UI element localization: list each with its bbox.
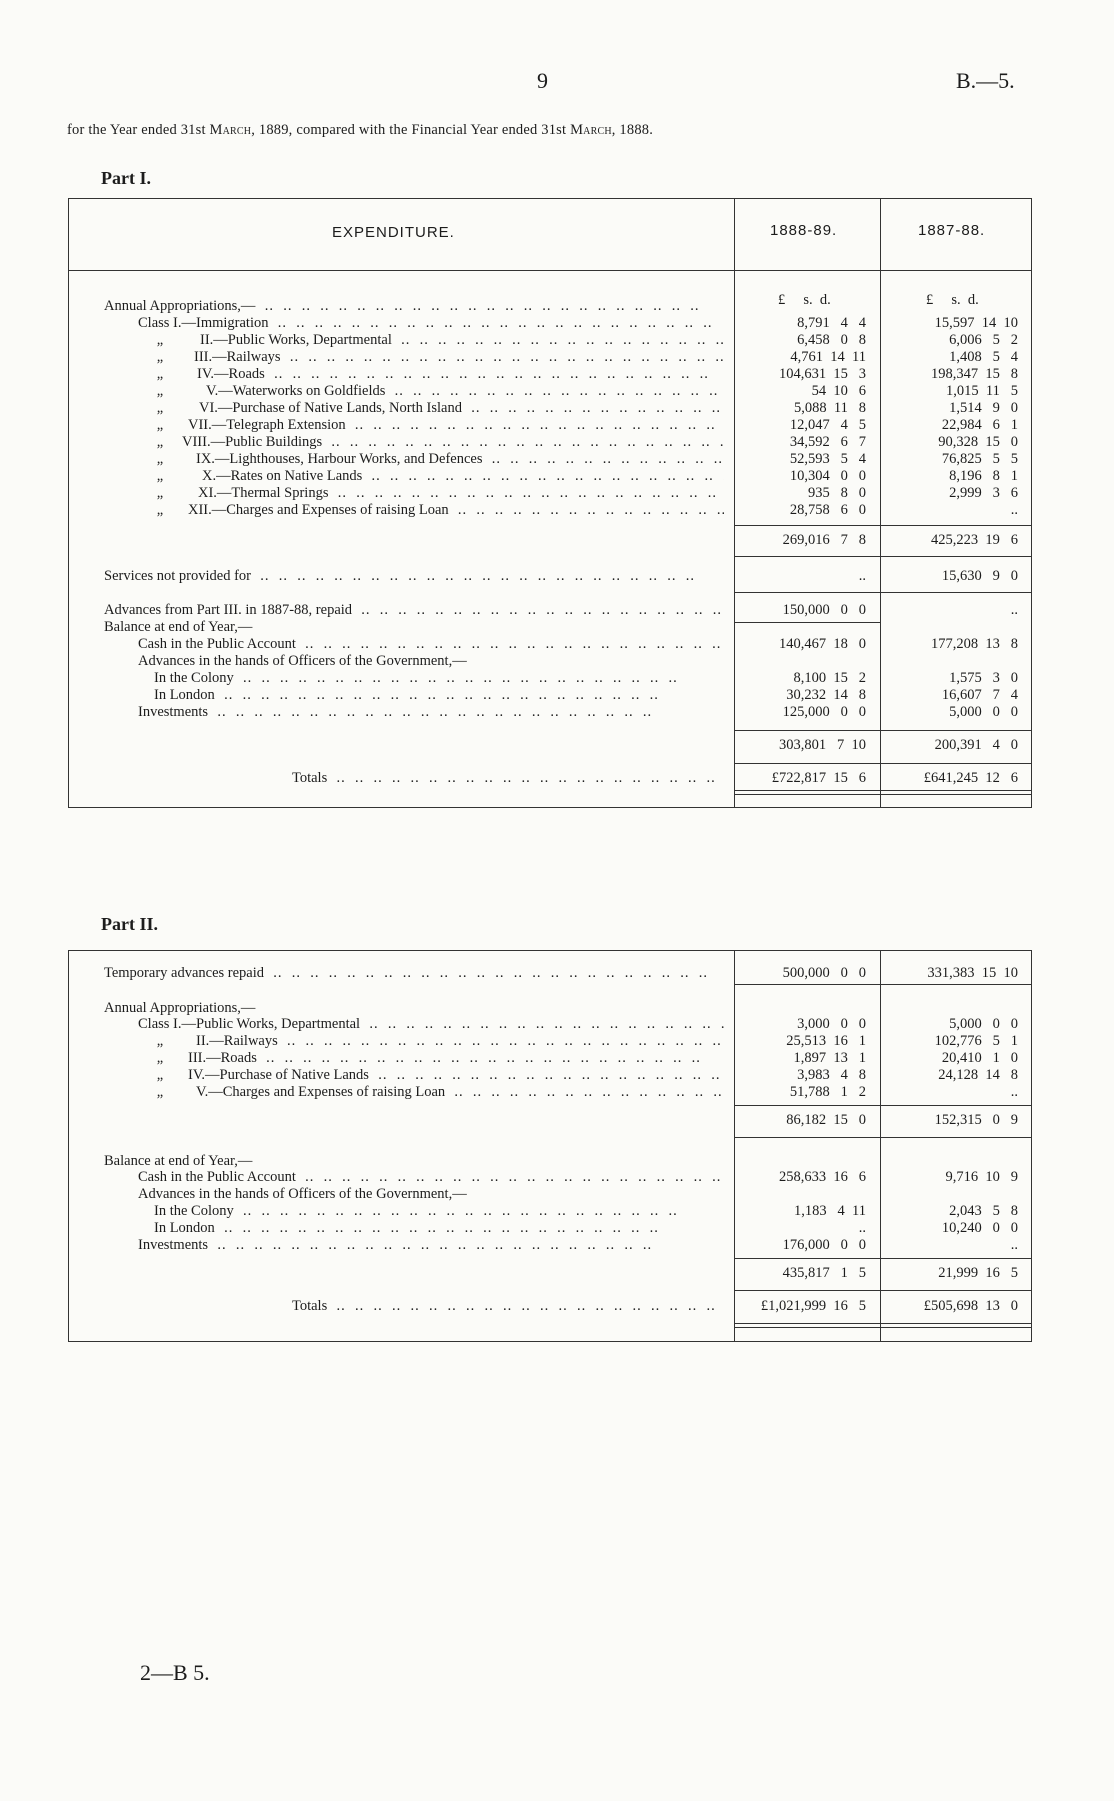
row-label: VII.—Telegraph Extension .. . (188, 417, 724, 433)
amount-1887-88: 22,984 6 1 (941, 417, 1018, 433)
table-row (0, 965, 1114, 981)
amount-1888-89: 86,182 15 0 (786, 1112, 866, 1128)
year-header-1887-88: 1887-88. (918, 222, 986, 239)
subtotal-rule (734, 763, 1032, 764)
amount-1888-89: 12,047 4 5 (789, 417, 866, 433)
ditto-mark: „ (156, 485, 164, 501)
total-1887-88: £641,245 12 6 (923, 770, 1018, 786)
amount-1887-88: 1,575 3 0 (949, 670, 1018, 686)
amount-1887-88: 15,597 14 10 (934, 315, 1018, 331)
amount-1887-88: 102,776 5 1 (934, 1033, 1018, 1049)
amount-1888-89: 1,183 4 11 (794, 1203, 866, 1219)
table-row (0, 298, 1114, 314)
table-row (0, 1169, 1114, 1185)
table-row (0, 1050, 1114, 1066)
amount-1888-89: 52,593 5 4 (789, 451, 866, 467)
table-row (0, 1203, 1114, 1219)
amount-1888-89: 54 10 6 (811, 383, 866, 399)
ditto-mark: „ (156, 417, 164, 433)
document-reference: B.—5. (956, 68, 1015, 93)
table-row (0, 1033, 1114, 1049)
row-label: Investments .. . (138, 1237, 724, 1253)
total-1887-88: £505,698 13 0 (923, 1298, 1018, 1314)
table-caption (67, 122, 653, 139)
table-row (0, 619, 1114, 635)
year-header-1888-89: 1888-89. (770, 222, 838, 239)
table-row (0, 400, 1114, 416)
table-row (0, 383, 1114, 399)
row-label: In London .. . (154, 1220, 724, 1236)
amount-1887-88: 6,006 5 2 (949, 332, 1018, 348)
amount-1887-88: 10,240 0 0 (941, 1220, 1018, 1236)
ditto-mark: „ (156, 366, 164, 382)
table-row (0, 636, 1114, 652)
ditto-mark: „ (156, 400, 164, 416)
amount-1887-88: 5,000 0 0 (949, 1016, 1018, 1032)
caption-month: March (570, 122, 612, 138)
amount-1888-89: .. (858, 1220, 866, 1236)
row-label: Balance at end of Year,— (104, 1153, 253, 1169)
subtotal-rule (734, 1137, 1032, 1138)
amount-1887-88: 5,000 0 0 (949, 704, 1018, 720)
amount-1888-89: 4,761 14 11 (790, 349, 866, 365)
table-row (0, 502, 1114, 518)
totals-double-rule (734, 790, 1032, 795)
amount-1888-89: 34,592 6 7 (789, 434, 866, 450)
row-label: IV.—Purchase of Native Lands .. . (188, 1067, 724, 1083)
caption-part: , 1889, compared with the Financial Year ended 31st (251, 122, 571, 138)
amount-1888-89: 500,000 0 0 (782, 965, 866, 981)
totals-row (0, 1298, 1114, 1314)
footer-signature: 2—B 5. (140, 1660, 210, 1685)
table-row (0, 1067, 1114, 1083)
row-label: Temporary advances repaid .. . (104, 965, 724, 981)
row-label: VIII.—Public Buildings .. . (182, 434, 724, 450)
row-label: IX.—Lighthouses, Harbour Works, and Defences .. . (196, 451, 724, 467)
total-1888-89: £1,021,999 16 5 (760, 1298, 866, 1314)
row-label: Services not provided for .. . (104, 568, 724, 584)
table-row (0, 468, 1114, 484)
table-row (0, 602, 1114, 618)
ditto-mark: „ (156, 451, 164, 467)
totals-label: Totals .. . (292, 770, 724, 786)
table-row (0, 1084, 1114, 1100)
table-row (0, 1000, 1114, 1016)
subtotal-rule (734, 1290, 1032, 1291)
amount-1887-88: 9,716 10 9 (945, 1169, 1018, 1185)
table-row (0, 349, 1114, 365)
row-label: Advances from Part III. in 1887-88, repaid .. . (104, 602, 724, 618)
amount-1888-89: 435,817 1 5 (782, 1265, 866, 1281)
totals-double-rule (734, 1323, 1032, 1328)
table-row (0, 1186, 1114, 1202)
amount-1887-88: 90,328 15 0 (938, 434, 1018, 450)
section-rule (734, 592, 1032, 593)
row-label: II.—Public Works, Departmental .. . (200, 332, 724, 348)
amount-1887-88: 76,825 5 5 (941, 451, 1018, 467)
page-number: 9 (537, 68, 548, 93)
table-row (0, 653, 1114, 669)
row-label: Advances in the hands of Officers of the Government,— (138, 1186, 467, 1202)
amount-1888-89: 258,633 16 6 (779, 1169, 866, 1185)
amount-1888-89: 104,631 15 3 (779, 366, 866, 382)
part-one-title: Part I. (101, 168, 151, 188)
currency-header: £ s. d. (778, 292, 831, 308)
table-row (0, 451, 1114, 467)
amount-1887-88: .. (1010, 602, 1018, 618)
amount-1887-88: 2,999 3 6 (949, 485, 1018, 501)
ditto-mark: „ (156, 1050, 164, 1066)
row-label: XI.—Thermal Springs .. . (198, 485, 724, 501)
table-row (0, 315, 1114, 331)
subtotal-rule (734, 1258, 1032, 1259)
table-row (0, 670, 1114, 686)
row-label: Class I.—Immigration .. . (138, 315, 724, 331)
amount-1888-89: 150,000 0 0 (782, 602, 866, 618)
table-row (0, 1153, 1114, 1169)
row-label: IV.—Roads .. . (197, 366, 724, 382)
subtotal-row (0, 737, 1114, 753)
row-label: III.—Railways .. . (194, 349, 724, 365)
amount-1887-88: 177,208 13 8 (931, 636, 1018, 652)
table-row (0, 1220, 1114, 1236)
currency-header: £ s. d. (926, 292, 979, 308)
expenditure-header: EXPENDITURE. (332, 224, 455, 241)
totals-label: Totals .. . (292, 1298, 724, 1314)
subtotal-rule (734, 1105, 1032, 1106)
amount-1887-88: .. (1010, 1084, 1018, 1100)
amount-1888-89: 303,801 7 10 (779, 737, 866, 753)
table-row (0, 1016, 1114, 1032)
amount-1888-89: 51,788 1 2 (789, 1084, 866, 1100)
subtotal-row (0, 1265, 1114, 1281)
row-label: V.—Waterworks on Goldfields .. . (206, 383, 724, 399)
amount-1887-88: 24,128 14 8 (938, 1067, 1018, 1083)
ditto-mark: „ (156, 468, 164, 484)
amount-1887-88: 331,383 15 10 (927, 965, 1018, 981)
row-label: Annual Appropriations,— (104, 1000, 256, 1016)
amount-1888-89: 935 8 0 (808, 485, 866, 501)
row-label: Annual Appropriations,— .. . (104, 298, 724, 314)
amount-1888-89: 5,088 11 8 (794, 400, 866, 416)
amount-1888-89: 8,100 15 2 (793, 670, 866, 686)
ditto-mark: „ (156, 332, 164, 348)
row-label: VI.—Purchase of Native Lands, North Island .. . (199, 400, 724, 416)
row-label: Cash in the Public Account .. . (138, 636, 724, 652)
row-label: In the Colony .. . (154, 1203, 724, 1219)
ditto-mark: „ (156, 1084, 164, 1100)
table-row (0, 366, 1114, 382)
amount-1887-88: 15,630 9 0 (941, 568, 1018, 584)
amount-1888-89: 269,016 7 8 (782, 532, 866, 548)
row-label: Balance at end of Year,— (104, 619, 253, 635)
ditto-mark: „ (156, 502, 164, 518)
amount-1888-89: 3,983 4 8 (797, 1067, 866, 1083)
amount-1887-88: 2,043 5 8 (949, 1203, 1018, 1219)
amount-1888-89: 125,000 0 0 (782, 704, 866, 720)
row-label: XII.—Charges and Expenses of raising Loan .. . (188, 502, 724, 518)
row-label: X.—Rates on Native Lands .. . (202, 468, 724, 484)
amount-1887-88: 425,223 19 6 (931, 532, 1018, 548)
table-row (0, 568, 1114, 584)
ditto-mark: „ (156, 1033, 164, 1049)
total-1888-89: £722,817 15 6 (771, 770, 866, 786)
amount-1888-89: 25,513 16 1 (786, 1033, 866, 1049)
amount-1887-88: 16,607 7 4 (941, 687, 1018, 703)
subtotal-row (0, 532, 1114, 548)
amount-1887-88: .. (1010, 1237, 1018, 1253)
amount-1888-89: 6,458 0 8 (797, 332, 866, 348)
table-row (0, 704, 1114, 720)
amount-1888-89: 10,304 0 0 (789, 468, 866, 484)
section-rule (734, 984, 1032, 985)
row-label: V.—Charges and Expenses of raising Loan .. . (196, 1084, 724, 1100)
row-label: III.—Roads .. . (188, 1050, 724, 1066)
ditto-mark: „ (156, 434, 164, 450)
table-row (0, 485, 1114, 501)
amount-1888-89: 28,758 6 0 (789, 502, 866, 518)
part-two-title: Part II. (101, 914, 158, 934)
amount-1887-88: 20,410 1 0 (941, 1050, 1018, 1066)
row-label: In London .. . (154, 687, 724, 703)
amount-1888-89: 3,000 0 0 (797, 1016, 866, 1032)
amount-1888-89: 1,897 13 1 (793, 1050, 866, 1066)
row-label: Cash in the Public Account .. . (138, 1169, 724, 1185)
caption-part: , 1888. (611, 122, 654, 138)
ditto-mark: „ (156, 349, 164, 365)
caption-month: March (209, 122, 252, 138)
amount-1887-88: 1,015 11 5 (946, 383, 1018, 399)
table-row (0, 417, 1114, 433)
subtotal-row (0, 1112, 1114, 1128)
amount-1888-89: 8,791 4 4 (797, 315, 866, 331)
subtotal-rule (734, 556, 1032, 557)
amount-1887-88: 1,408 5 4 (949, 349, 1018, 365)
subtotal-rule (734, 730, 1032, 731)
amount-1887-88: 152,315 0 9 (934, 1112, 1018, 1128)
ditto-mark: „ (156, 383, 164, 399)
amount-1888-89: .. (858, 568, 866, 584)
table-row (0, 332, 1114, 348)
amount-1887-88: 1,514 9 0 (949, 400, 1018, 416)
amount-1887-88: .. (1010, 502, 1018, 518)
table-row (0, 687, 1114, 703)
amount-1888-89: 30,232 14 8 (786, 687, 866, 703)
amount-1887-88: 21,999 16 5 (938, 1265, 1018, 1281)
amount-1888-89: 140,467 18 0 (779, 636, 866, 652)
totals-row (0, 770, 1114, 786)
amount-1887-88: 198,347 15 8 (931, 366, 1018, 382)
row-label: II.—Railways .. . (196, 1033, 724, 1049)
subtotal-rule (734, 525, 1032, 526)
amount-1888-89: 176,000 0 0 (782, 1237, 866, 1253)
row-label: Advances in the hands of Officers of the Government,— (138, 653, 467, 669)
caption-part: for the Year ended 31st (67, 122, 210, 138)
ditto-mark: „ (156, 1067, 164, 1083)
row-label: In the Colony .. . (154, 670, 724, 686)
row-label: Investments .. . (138, 704, 724, 720)
header-rule (68, 270, 1032, 271)
table-row (0, 1237, 1114, 1253)
amount-1887-88: 8,196 8 1 (949, 468, 1018, 484)
table-row (0, 434, 1114, 450)
row-label: Class I.—Public Works, Departmental .. . (138, 1016, 724, 1032)
amount-1887-88: 200,391 4 0 (934, 737, 1018, 753)
